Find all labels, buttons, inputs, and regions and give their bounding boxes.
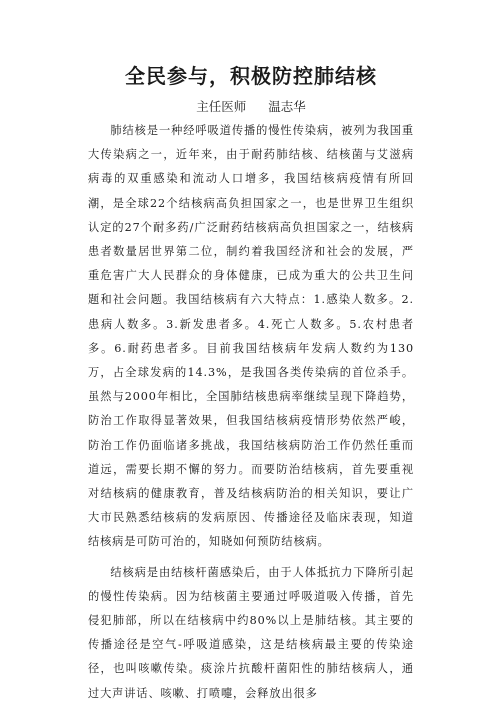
author-role: 主任医师	[196, 99, 247, 114]
body-paragraph: 结核病是由结核杆菌感染后，由于人体抵抗力下降所引起的慢性传染病。因为结核菌主要通过呼吸道吸入传播，首先侵犯肺部，所以在结核病中约80%以上是肺结核。其主要的传播途径是空气-呼吸道感染，这是结核病最主要的传染途径，也叫咳嗽传染。痰涂片抗酸杆菌阳性的肺结核病人，通过大声讲话、咳嗽、打喷嚏，会释放出很多	[88, 565, 414, 700]
body-paragraph: 肺结核是一种经呼吸道传播的慢性传染病，被列为我国重大传染病之一，近年来，由于耐药肺结核、结核菌与艾滋病病毒的双重感染和流动人口增多，我国结核病疫情有所回潮，是全球22个结核病高负担国家之一，也是世界卫生组织认定的27个耐多药/广泛耐药结核病高负担国家之一，结核病患者数量居世界第二位，制约着我国经济和社会的发展，严重危害广大人民群众的身体健康，已成为重大的公共卫生问题和社会问题。我国结核病有六大特点：1.感染人数多。2.患病人数多。3.新发患者多。4.死亡人数多。5.农村患者多。6.耐药患者多。目前我国结核病年发病人数约为130万，占全球发病的14.3%，是我国各类传染病的首位杀手。虽然与2000年相比，全国肺结核患病率继续呈现下降趋势，防治工作取得显著效果，但我国结核病疫情形势依然严峻，防治工作仍面临诸多挑战，我国结核病防治工作仍然任重而道远，需要长期不懈的努力。而要防治结核病，首先要重视对结核病的健康教育，普及结核病防治的相关知识，要让广大市民熟悉结核病的发病原因、传播途径及临床表现，知道结核病是可防可治的，知晓如何预防结核病。	[88, 124, 414, 549]
author-name: 温志华	[268, 99, 306, 114]
author-byline	[88, 98, 414, 115]
document-title: 全民参与，积极防控肺结核	[125, 64, 377, 88]
